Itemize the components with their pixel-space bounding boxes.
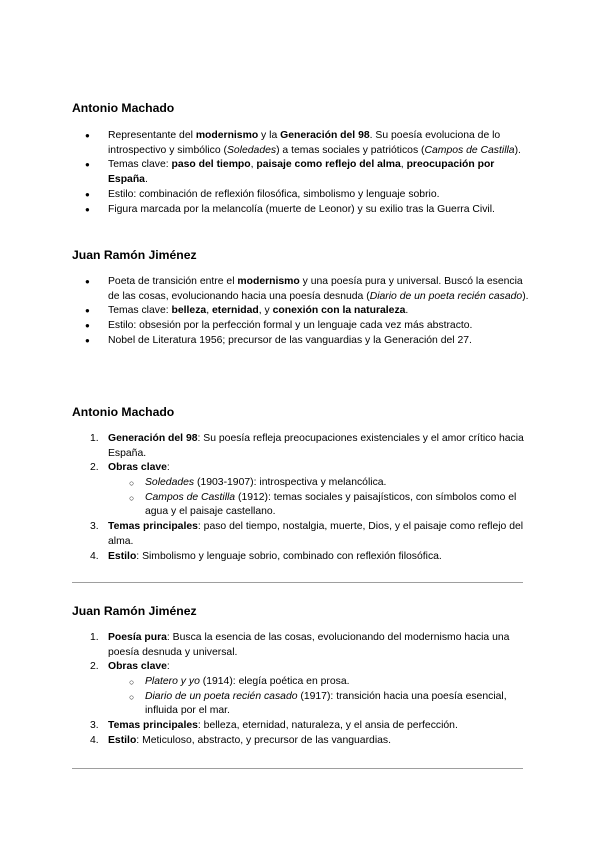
section-heading-jimenez-detail: Juan Ramón Jiménez	[72, 604, 197, 618]
list-item: ● Representante del modernismo y la Generación del 98. Su poesía evoluciona de lo introspectivo y simbólico (Soledades) a temas sociales y patrióticos (Campos de Castilla).	[72, 129, 532, 158]
sublist-item: ○ Platero y yo (1914): elegía poética en prosa.	[108, 675, 532, 690]
item-number: 2.	[90, 462, 99, 474]
machado-summary-list	[72, 129, 532, 218]
list-item: ● Poeta de transición entre el modernismo y una poesía pura y universal. Buscó la esencia de las cosas, evolucionando hacia una poesía desnuda (Diario de un poeta recién casado).	[72, 275, 532, 304]
sublist-item: ○ Campos de Castilla (1912): temas sociales y paisajísticos, con símbolos como el agua y el paisaje castellano.	[108, 491, 532, 520]
sublist-item: ○ Diario de un poeta recién casado (1917): transición hacia una poesía esencial, influida por el mar.	[108, 690, 532, 719]
list-item: 2. Obras clave: ○ Platero y yo (1914): elegía poética en prosa. ○ Diario de un poeta recién casado (1917): transición hacia una poesía esencial, influida por el mar.	[72, 660, 532, 718]
list-item: 1. Poesía pura: Busca la esencia de las cosas, evolucionando del modernismo hacia una poesía desnuda y universal.	[90, 632, 510, 658]
section-heading-jimenez-summary: Juan Ramón Jiménez	[72, 248, 197, 262]
jimenez-summary-list	[72, 275, 532, 349]
list-item: 4. Estilo: Simbolismo y lenguaje sobrio, combinado con reflexión filosófica.	[72, 550, 532, 565]
item-number: 3.	[90, 720, 99, 732]
works-sublist	[108, 675, 532, 719]
item-number: 4.	[90, 550, 99, 562]
item-number: 2.	[90, 661, 99, 673]
list-item: ● Figura marcada por la melancolía (muerte de Leonor) y su exilio tras la Guerra Civil.	[72, 203, 532, 218]
sublist-item: ○ Soledades (1903-1907): introspectiva y melancólica.	[108, 476, 532, 491]
section-heading-machado-summary: Antonio Machado	[72, 101, 175, 115]
item-number: 4.	[90, 735, 99, 747]
list-item: ● Temas clave: belleza, eternidad, y conexión con la naturaleza.	[72, 304, 532, 319]
horizontal-divider	[72, 582, 523, 583]
list-item: 3. Temas principales: paso del tiempo, nostalgia, muerte, Dios, y el paisaje como reflejo del alma.	[90, 521, 524, 547]
list-item: ● Temas clave: paso del tiempo, paisaje como reflejo del alma, preocupación por España.	[72, 158, 532, 187]
list-item: 1. Generación del 98: Su poesía refleja preocupaciones existenciales y el amor crítico hacia España.	[90, 433, 524, 459]
horizontal-divider	[72, 768, 523, 769]
item-number: 1.	[90, 632, 99, 643]
list-item: 3. Temas principales: belleza, eternidad, naturaleza, y el ansia de perfección.	[72, 719, 532, 734]
list-item: ● Estilo: combinación de reflexión filosófica, simbolismo y lenguaje sobrio.	[72, 188, 532, 203]
section-heading-machado-detail: Antonio Machado	[72, 405, 175, 419]
jimenez-detail-list	[72, 631, 532, 749]
item-number: 3.	[90, 521, 99, 533]
item-number: 1.	[90, 433, 99, 444]
list-item: ● Nobel de Literatura 1956; precursor de las vanguardias y la Generación del 27.	[72, 334, 532, 349]
list-item: 2. Obras clave: ○ Soledades (1903-1907): introspectiva y melancólica. ○ Campos de Castilla (1912): temas sociales y paisajísticos, con símbolos como el agua y el paisaje castellano.	[72, 461, 532, 519]
machado-detail-list	[72, 432, 532, 564]
list-item: ● Estilo: obsesión por la perfección formal y un lenguaje cada vez más abstracto.	[72, 319, 532, 334]
works-sublist	[108, 476, 532, 520]
list-item: 4. Estilo: Meticuloso, abstracto, y precursor de las vanguardias.	[72, 734, 532, 749]
